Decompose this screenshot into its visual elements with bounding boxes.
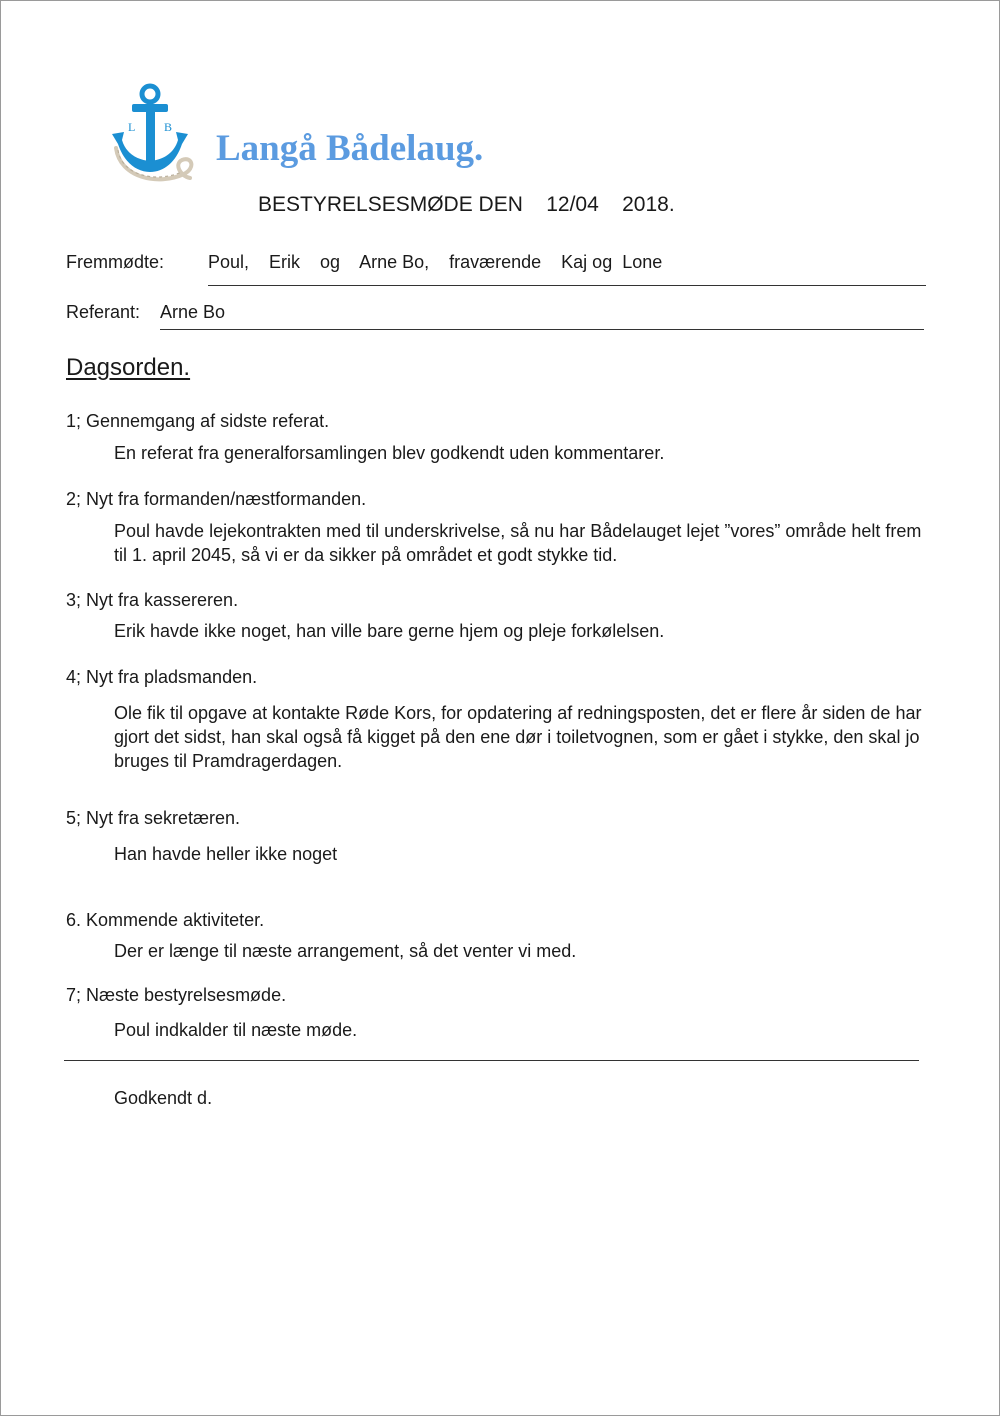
agenda-item-6-heading: 6. Kommende aktiviteter. <box>66 910 265 930</box>
anchor-logo-icon <box>106 82 198 186</box>
logo-letter-l: L <box>128 120 136 134</box>
approved-date-label: Godkendt d. <box>114 1088 213 1108</box>
attendees-rule <box>208 285 926 286</box>
org-name: Langå Bådelaug. <box>216 128 484 169</box>
agenda-item-1-body: En referat fra generalforsamlingen blev godkendt uden kommentarer. <box>114 443 665 463</box>
agenda-heading: Dagsorden. <box>66 354 191 381</box>
agenda-item-5-body: Han havde heller ikke noget <box>114 844 338 864</box>
agenda-item-2-body: Poul havde lejekontrakten med til underskrivelse, så nu har Bådelauget lejet ”vores” område helt frem til 1. april 2045, så vi er da sikker på området et godt stykke tid. <box>114 521 922 565</box>
agenda-item-3-body: Erik havde ikke noget, han ville bare gerne hjem og pleje forkølelsen. <box>114 621 665 641</box>
logo-letter-b: B <box>164 120 173 134</box>
referent-value: Arne Bo <box>160 302 226 322</box>
agenda-item-5-heading: 5; Nyt fra sekretæren. <box>66 808 241 828</box>
referent-rule <box>160 329 924 330</box>
footer-rule <box>64 1060 919 1061</box>
agenda-item-1-heading: 1; Gennemgang af sidste referat. <box>66 411 330 431</box>
meeting-title: BESTYRELSESMØDE DEN 12/04 2018. <box>258 193 675 216</box>
agenda-item-2-heading: 2; Nyt fra formanden/næstformanden. <box>66 489 367 509</box>
agenda-item-7-heading: 7; Næste bestyrelsesmøde. <box>66 985 287 1005</box>
agenda-item-4-heading: 4; Nyt fra pladsmanden. <box>66 667 258 687</box>
agenda-item-7-body: Poul indkalder til næste møde. <box>114 1020 358 1040</box>
agenda-item-4-body: Ole fik til opgave at kontakte Røde Kors, for opdatering af redningsposten, det er flere år siden de har gjort det sidst, han skal også få kigget på den ene dør i toiletvognen, som er gået i stykke, den skal jo bruges til Pramdragerdagen. <box>114 703 922 771</box>
agenda-item-3-heading: 3; Nyt fra kassereren. <box>66 590 239 610</box>
attendees-value: Poul, Erik og Arne Bo, fraværende Kaj og Lone <box>208 252 663 272</box>
referent-label: Referant: <box>66 302 141 322</box>
attendees-label: Fremmødte: <box>66 252 165 272</box>
agenda-item-6-body: Der er længe til næste arrangement, så det venter vi med. <box>114 941 577 961</box>
